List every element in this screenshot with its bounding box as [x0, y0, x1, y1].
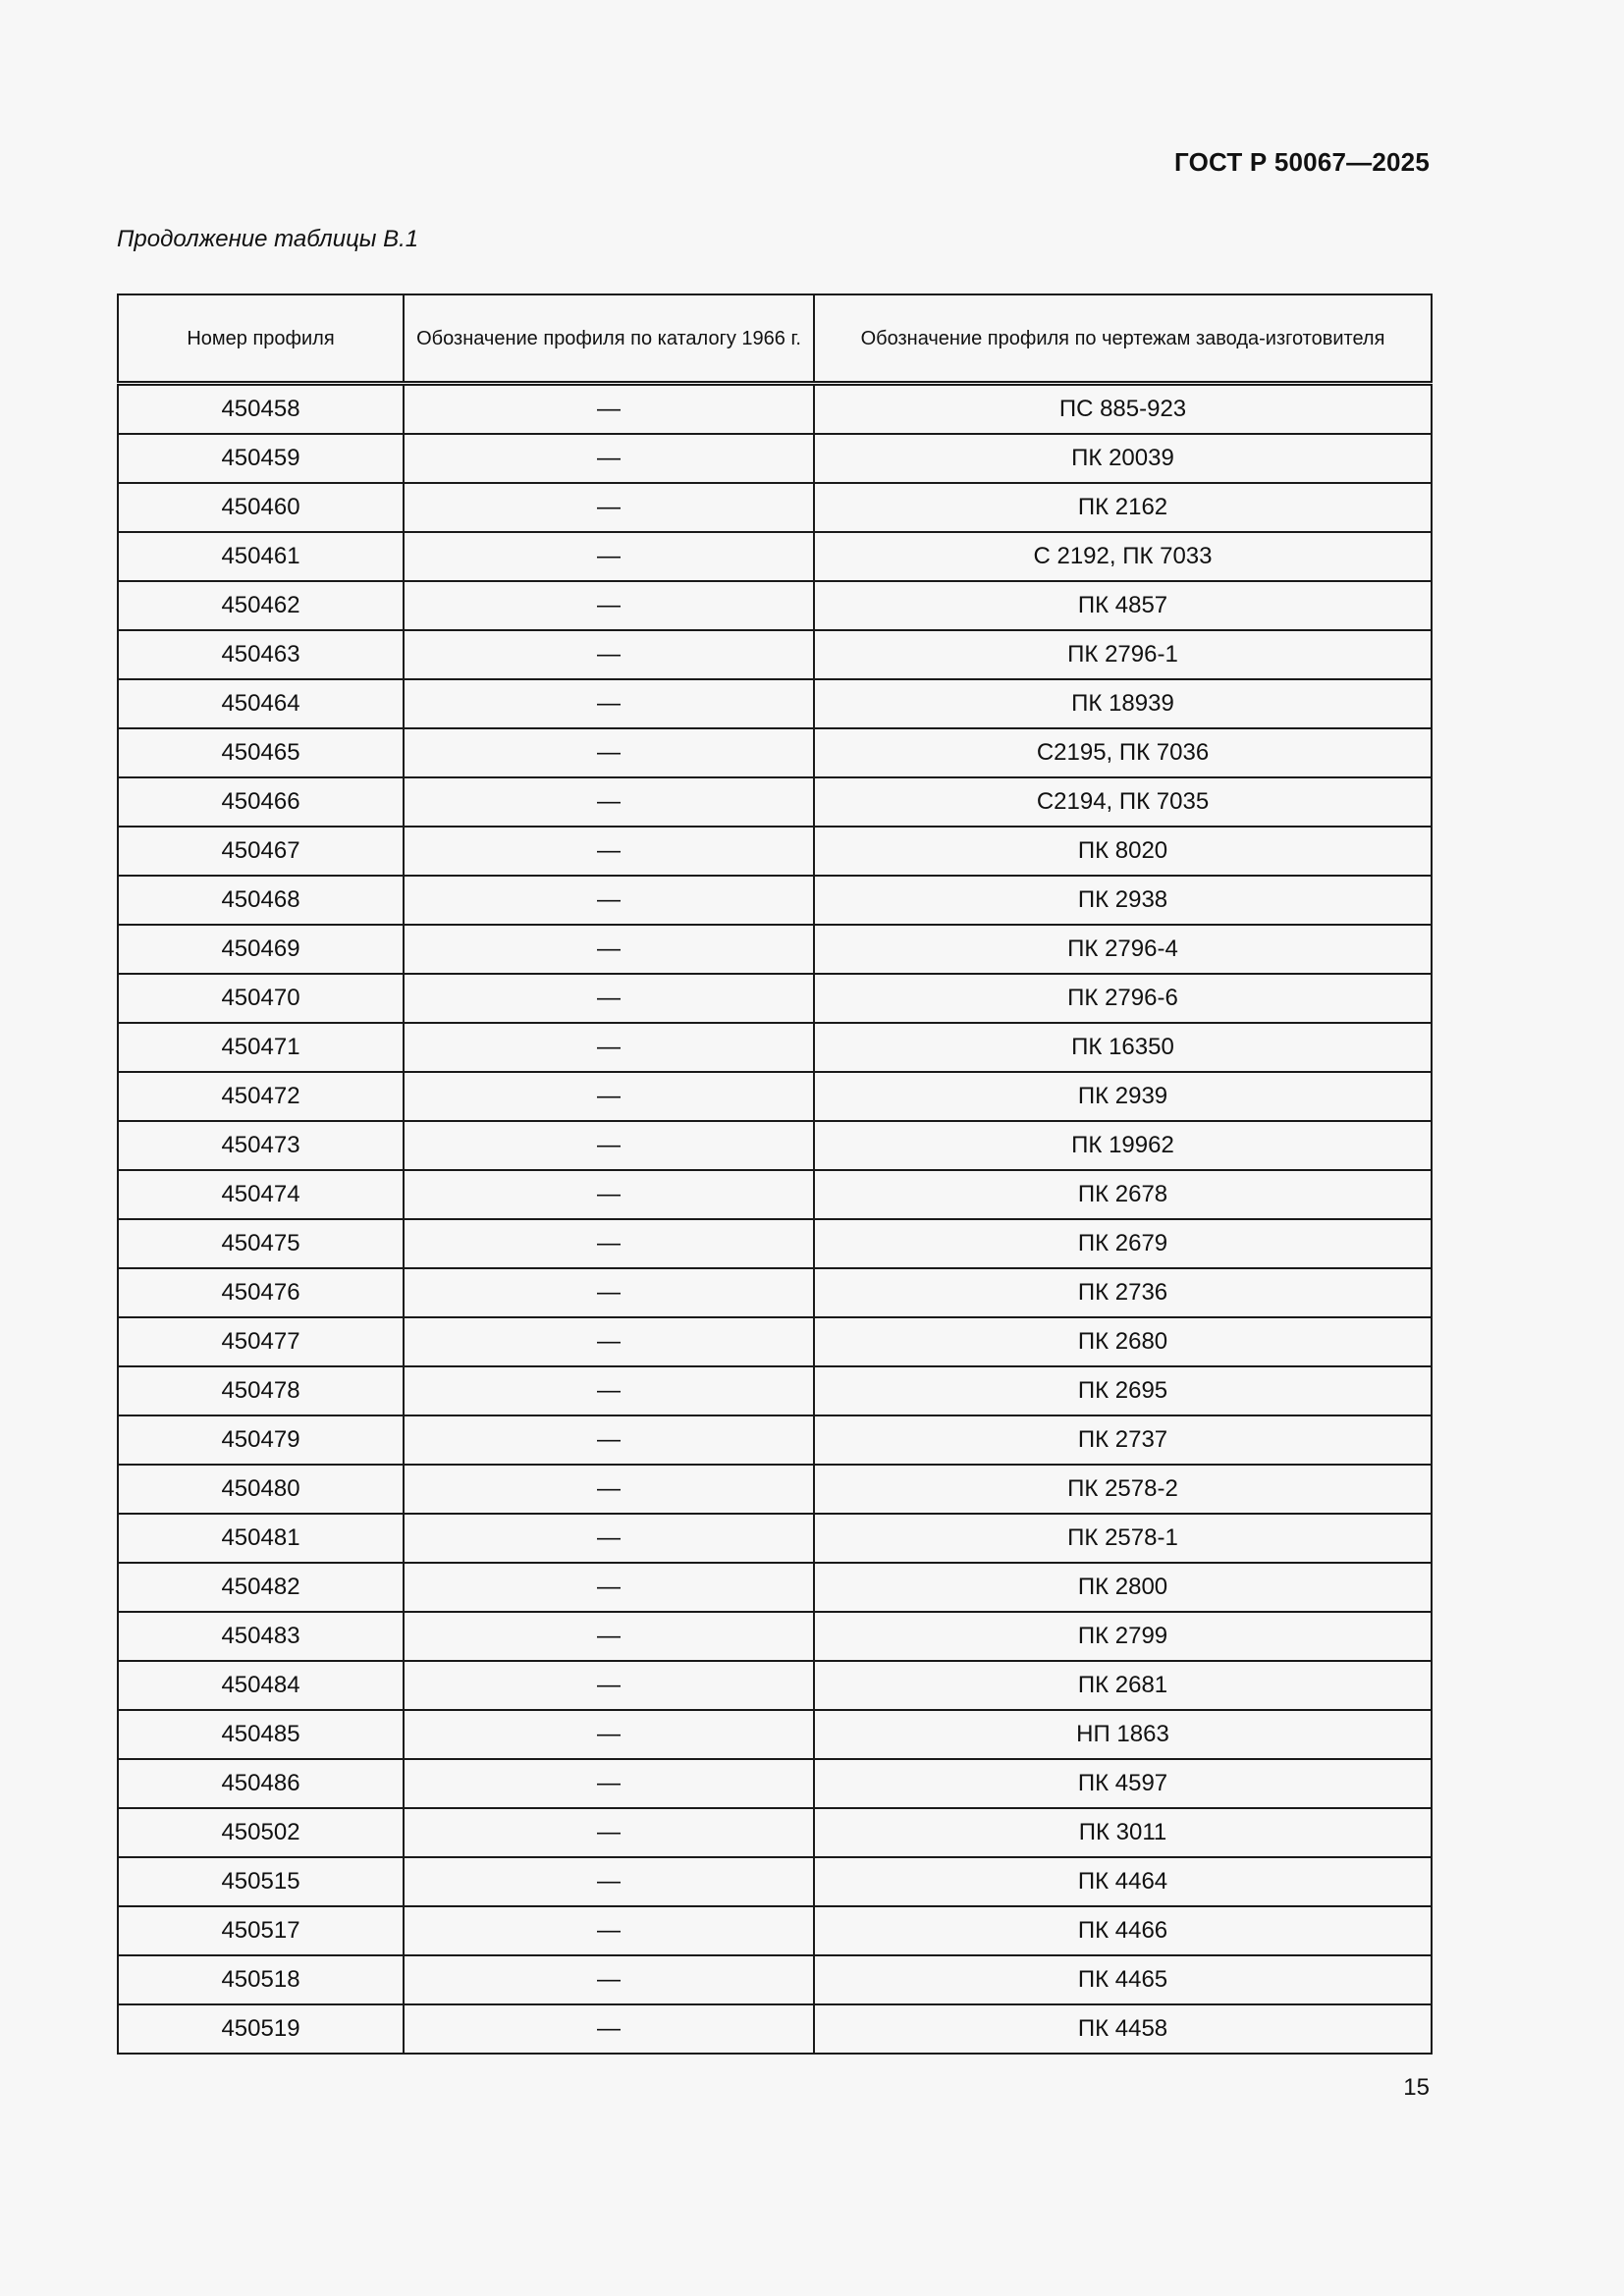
column-header-profile-number: Номер профиля [118, 294, 404, 384]
cell-catalog-1966: — [404, 1857, 814, 1906]
table-row [118, 1268, 1432, 1317]
table-row [118, 777, 1432, 827]
cell-catalog-1966: — [404, 434, 814, 483]
table-row [118, 2004, 1432, 2054]
cell-profile-number: 450519 [118, 2004, 404, 2054]
cell-profile-number: 450467 [118, 827, 404, 876]
table-continuation-caption: Продолжение таблицы В.1 [117, 226, 419, 252]
cell-catalog-1966: — [404, 1023, 814, 1072]
cell-profile-number: 450468 [118, 876, 404, 925]
cell-manufacturer-drawing: ПК 2681 [814, 1661, 1432, 1710]
table-row [118, 1366, 1432, 1415]
cell-catalog-1966: — [404, 1514, 814, 1563]
cell-manufacturer-drawing: ПК 4464 [814, 1857, 1432, 1906]
cell-catalog-1966: — [404, 1465, 814, 1514]
cell-profile-number: 450485 [118, 1710, 404, 1759]
table-row [118, 483, 1432, 532]
table-row [118, 1661, 1432, 1710]
table-row [118, 1023, 1432, 1072]
cell-catalog-1966: — [404, 1710, 814, 1759]
cell-profile-number: 450481 [118, 1514, 404, 1563]
cell-profile-number: 450460 [118, 483, 404, 532]
cell-catalog-1966: — [404, 1906, 814, 1955]
cell-profile-number: 450482 [118, 1563, 404, 1612]
page-number: 15 [1403, 2074, 1430, 2101]
cell-profile-number: 450477 [118, 1317, 404, 1366]
cell-profile-number: 450470 [118, 974, 404, 1023]
table-row [118, 384, 1432, 435]
cell-profile-number: 450476 [118, 1268, 404, 1317]
cell-profile-number: 450471 [118, 1023, 404, 1072]
cell-catalog-1966: — [404, 827, 814, 876]
cell-manufacturer-drawing: ПК 2162 [814, 483, 1432, 532]
cell-profile-number: 450480 [118, 1465, 404, 1514]
table-row [118, 1317, 1432, 1366]
cell-catalog-1966: — [404, 925, 814, 974]
cell-profile-number: 450472 [118, 1072, 404, 1121]
cell-manufacturer-drawing: ПС 885-923 [814, 384, 1432, 435]
table-row [118, 1415, 1432, 1465]
cell-profile-number: 450517 [118, 1906, 404, 1955]
table-row [118, 1170, 1432, 1219]
table-row [118, 630, 1432, 679]
table-row [118, 1808, 1432, 1857]
cell-manufacturer-drawing: ПК 19962 [814, 1121, 1432, 1170]
cell-catalog-1966: — [404, 728, 814, 777]
table-row [118, 827, 1432, 876]
table-row [118, 925, 1432, 974]
cell-manufacturer-drawing: ПК 4465 [814, 1955, 1432, 2004]
cell-manufacturer-drawing: С2194, ПК 7035 [814, 777, 1432, 827]
cell-catalog-1966: — [404, 1415, 814, 1465]
cell-manufacturer-drawing: ПК 2939 [814, 1072, 1432, 1121]
cell-profile-number: 450518 [118, 1955, 404, 2004]
cell-catalog-1966: — [404, 1366, 814, 1415]
cell-manufacturer-drawing: ПК 2796-4 [814, 925, 1432, 974]
cell-profile-number: 450515 [118, 1857, 404, 1906]
cell-catalog-1966: — [404, 2004, 814, 2054]
cell-manufacturer-drawing: НП 1863 [814, 1710, 1432, 1759]
cell-profile-number: 450483 [118, 1612, 404, 1661]
table-row [118, 1563, 1432, 1612]
cell-manufacturer-drawing: ПК 2736 [814, 1268, 1432, 1317]
cell-catalog-1966: — [404, 532, 814, 581]
table-row [118, 1072, 1432, 1121]
table-header-row [118, 294, 1432, 384]
table-row [118, 876, 1432, 925]
profile-table [117, 294, 1433, 2055]
table-row [118, 679, 1432, 728]
cell-catalog-1966: — [404, 1268, 814, 1317]
cell-manufacturer-drawing: ПК 18939 [814, 679, 1432, 728]
cell-profile-number: 450475 [118, 1219, 404, 1268]
table-row [118, 532, 1432, 581]
cell-catalog-1966: — [404, 1563, 814, 1612]
cell-manufacturer-drawing: ПК 2796-1 [814, 630, 1432, 679]
table-row [118, 1465, 1432, 1514]
cell-profile-number: 450458 [118, 384, 404, 435]
cell-catalog-1966: — [404, 581, 814, 630]
document-code: ГОСТ Р 50067—2025 [1174, 147, 1430, 177]
cell-manufacturer-drawing: ПК 8020 [814, 827, 1432, 876]
table-row [118, 1612, 1432, 1661]
cell-manufacturer-drawing: ПК 4597 [814, 1759, 1432, 1808]
cell-manufacturer-drawing: ПК 4466 [814, 1906, 1432, 1955]
cell-profile-number: 450486 [118, 1759, 404, 1808]
cell-profile-number: 450462 [118, 581, 404, 630]
cell-profile-number: 450479 [118, 1415, 404, 1465]
cell-catalog-1966: — [404, 1121, 814, 1170]
cell-manufacturer-drawing: ПК 2678 [814, 1170, 1432, 1219]
cell-manufacturer-drawing: ПК 2680 [814, 1317, 1432, 1366]
cell-profile-number: 450466 [118, 777, 404, 827]
cell-profile-number: 450484 [118, 1661, 404, 1710]
cell-catalog-1966: — [404, 483, 814, 532]
column-header-manufacturer-drawing: Обозначение профиля по чертежам завода-изготовителя [814, 294, 1432, 384]
table-row [118, 1857, 1432, 1906]
cell-profile-number: 450478 [118, 1366, 404, 1415]
cell-profile-number: 450463 [118, 630, 404, 679]
table-row [118, 1759, 1432, 1808]
table-row [118, 1121, 1432, 1170]
table-row [118, 581, 1432, 630]
table-row [118, 1514, 1432, 1563]
cell-manufacturer-drawing: С 2192, ПК 7033 [814, 532, 1432, 581]
cell-manufacturer-drawing: ПК 2796-6 [814, 974, 1432, 1023]
cell-profile-number: 450474 [118, 1170, 404, 1219]
cell-manufacturer-drawing: ПК 16350 [814, 1023, 1432, 1072]
cell-catalog-1966: — [404, 679, 814, 728]
cell-manufacturer-drawing: ПК 2938 [814, 876, 1432, 925]
cell-catalog-1966: — [404, 974, 814, 1023]
cell-manufacturer-drawing: ПК 2679 [814, 1219, 1432, 1268]
cell-catalog-1966: — [404, 1219, 814, 1268]
cell-profile-number: 450473 [118, 1121, 404, 1170]
cell-catalog-1966: — [404, 1759, 814, 1808]
cell-catalog-1966: — [404, 876, 814, 925]
cell-manufacturer-drawing: С2195, ПК 7036 [814, 728, 1432, 777]
cell-profile-number: 450459 [118, 434, 404, 483]
cell-profile-number: 450469 [118, 925, 404, 974]
table-row [118, 434, 1432, 483]
cell-profile-number: 450465 [118, 728, 404, 777]
cell-manufacturer-drawing: ПК 4857 [814, 581, 1432, 630]
cell-manufacturer-drawing: ПК 2695 [814, 1366, 1432, 1415]
table-row [118, 1906, 1432, 1955]
cell-manufacturer-drawing: ПК 2737 [814, 1415, 1432, 1465]
cell-profile-number: 450502 [118, 1808, 404, 1857]
cell-catalog-1966: — [404, 1661, 814, 1710]
cell-catalog-1966: — [404, 1612, 814, 1661]
cell-catalog-1966: — [404, 1955, 814, 2004]
cell-profile-number: 450461 [118, 532, 404, 581]
table-row [118, 1710, 1432, 1759]
column-header-catalog-1966: Обозначение профиля по каталогу 1966 г. [404, 294, 814, 384]
cell-manufacturer-drawing: ПК 4458 [814, 2004, 1432, 2054]
cell-catalog-1966: — [404, 384, 814, 435]
table-row [118, 1219, 1432, 1268]
cell-manufacturer-drawing: ПК 2799 [814, 1612, 1432, 1661]
table-row [118, 1955, 1432, 2004]
cell-manufacturer-drawing: ПК 2800 [814, 1563, 1432, 1612]
cell-catalog-1966: — [404, 777, 814, 827]
cell-catalog-1966: — [404, 1170, 814, 1219]
cell-manufacturer-drawing: ПК 2578-2 [814, 1465, 1432, 1514]
table-body [118, 384, 1432, 2055]
table-row [118, 728, 1432, 777]
cell-catalog-1966: — [404, 630, 814, 679]
cell-catalog-1966: — [404, 1072, 814, 1121]
cell-profile-number: 450464 [118, 679, 404, 728]
cell-manufacturer-drawing: ПК 20039 [814, 434, 1432, 483]
table-row [118, 974, 1432, 1023]
cell-manufacturer-drawing: ПК 2578-1 [814, 1514, 1432, 1563]
cell-catalog-1966: — [404, 1808, 814, 1857]
cell-manufacturer-drawing: ПК 3011 [814, 1808, 1432, 1857]
cell-catalog-1966: — [404, 1317, 814, 1366]
